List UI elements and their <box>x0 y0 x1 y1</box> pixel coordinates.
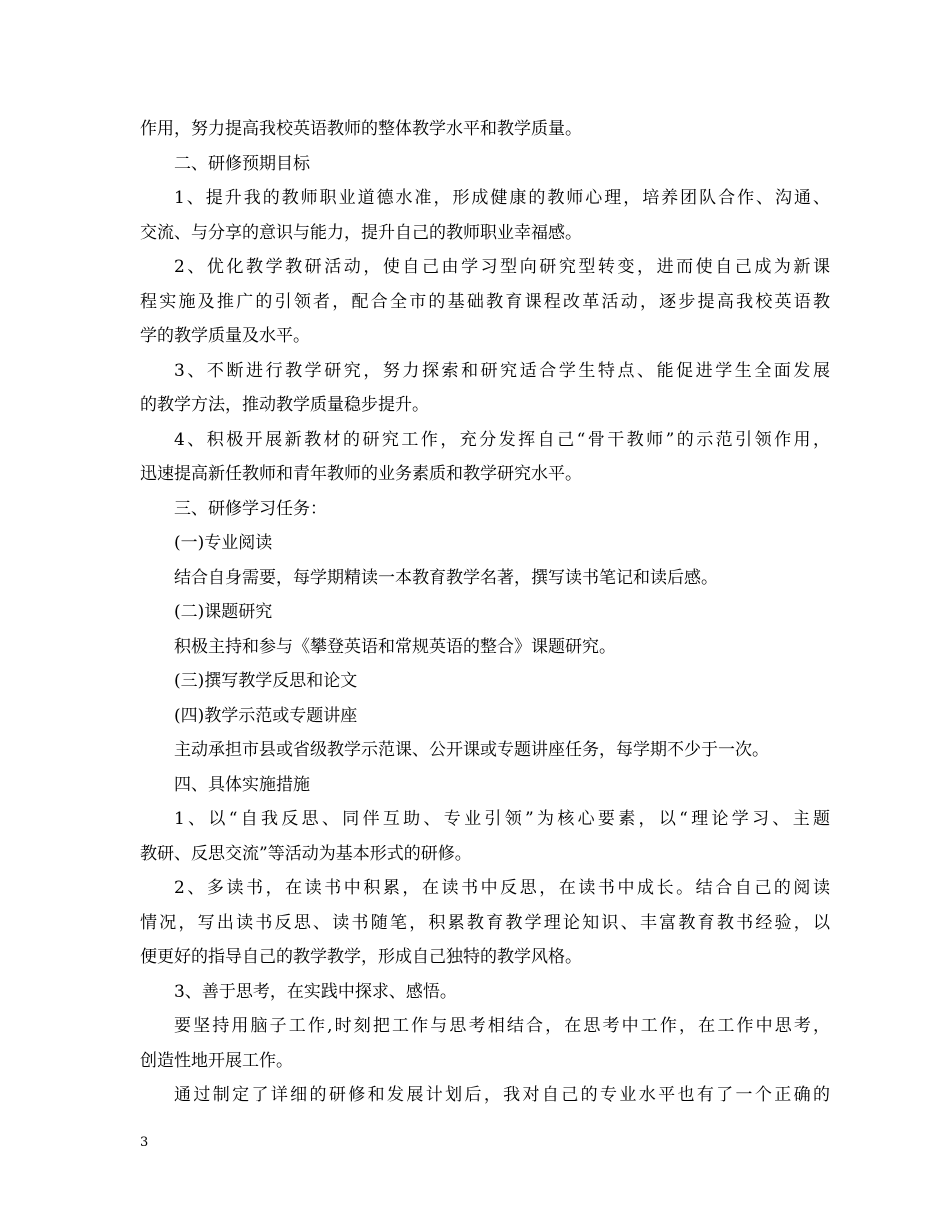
text-line: 学的教学质量及水平。 <box>140 326 310 346</box>
text-line: (三)撰写教学反思和论文 <box>174 671 358 691</box>
text-line: 3、不断进行教学研究，努力探索和研究适合学生特点、能促进学生全面发展 <box>174 360 830 381</box>
text-line: 便更好的指导自己的教学教学，形成自己独特的教学风格。 <box>140 947 582 967</box>
text-line: 二、研修预期目标 <box>174 153 310 174</box>
text-line: 迅速提高新任教师和青年教师的业务素质和教学研究水平。 <box>140 464 582 484</box>
text-line: 2、多读书，在读书中积累，在读书中反思，在读书中成长。结合自己的阅读 <box>174 878 830 898</box>
text-line: 要坚持用脑子工作,时刻把工作与思考相结合，在思考中工作，在工作中思考， <box>174 1016 830 1036</box>
text-line: (四)教学示范或专题讲座 <box>174 705 358 726</box>
text-line: 四、具体实施措施 <box>174 774 310 795</box>
text-line: 主动承担市县或省级教学示范课、公开课或专题讲座任务，每学期不少于一次。 <box>174 740 769 760</box>
text-line: 1、以“自我反思、同伴互助、专业引领”为核心要素，以“理论学习、主题 <box>174 809 830 829</box>
page-number: 3 <box>140 1135 149 1150</box>
text-line: 程实施及推广的引领者，配合全市的基础教育课程改革活动，逐步提高我校英语教 <box>140 291 830 312</box>
text-line: 通过制定了详细的研修和发展计划后，我对自己的专业水平也有了一个正确的 <box>174 1085 830 1105</box>
text-line: 创造性地开展工作。 <box>140 1050 293 1071</box>
text-line: 结合自身需要，每学期精读一本教育教学名著，撰写读书笔记和读后感。 <box>174 567 718 588</box>
document-body <box>140 112 830 1113</box>
text-line: 的教学方法，推动教学质量稳步提升。 <box>140 395 429 415</box>
text-line: 1、提升我的教师职业道德水准，形成健康的教师心理，培养团队合作、沟通、 <box>174 188 830 208</box>
text-line: 积极主持和参与《攀登英语和常规英语的整合》课题研究。 <box>174 636 616 657</box>
text-line: 4、积极开展新教材的研究工作，充分发挥自己“骨干教师”的示范引领作用， <box>174 429 830 450</box>
text-line: 3、善于思考，在实践中探求、感悟。 <box>174 981 457 1002</box>
text-line: 情况，写出读书反思、读书随笔，积累教育教学理论知识、丰富教育教书经验，以 <box>140 912 830 933</box>
text-line: (一)专业阅读 <box>174 533 273 553</box>
text-line: 教研、反思交流”等活动为基本形式的研修。 <box>140 843 472 864</box>
text-line: 三、研修学习任务： <box>174 498 327 519</box>
text-line: 交流、与分享的意识与能力，提升自己的教师职业幸福感。 <box>140 222 582 243</box>
text-line: 作用，努力提高我校英语教师的整体教学水平和教学质量。 <box>140 119 582 139</box>
text-line: 2、优化教学教研活动，使自己由学习型向研究型转变，进而使自己成为新课 <box>174 257 830 277</box>
text-line: (二)课题研究 <box>174 602 273 622</box>
